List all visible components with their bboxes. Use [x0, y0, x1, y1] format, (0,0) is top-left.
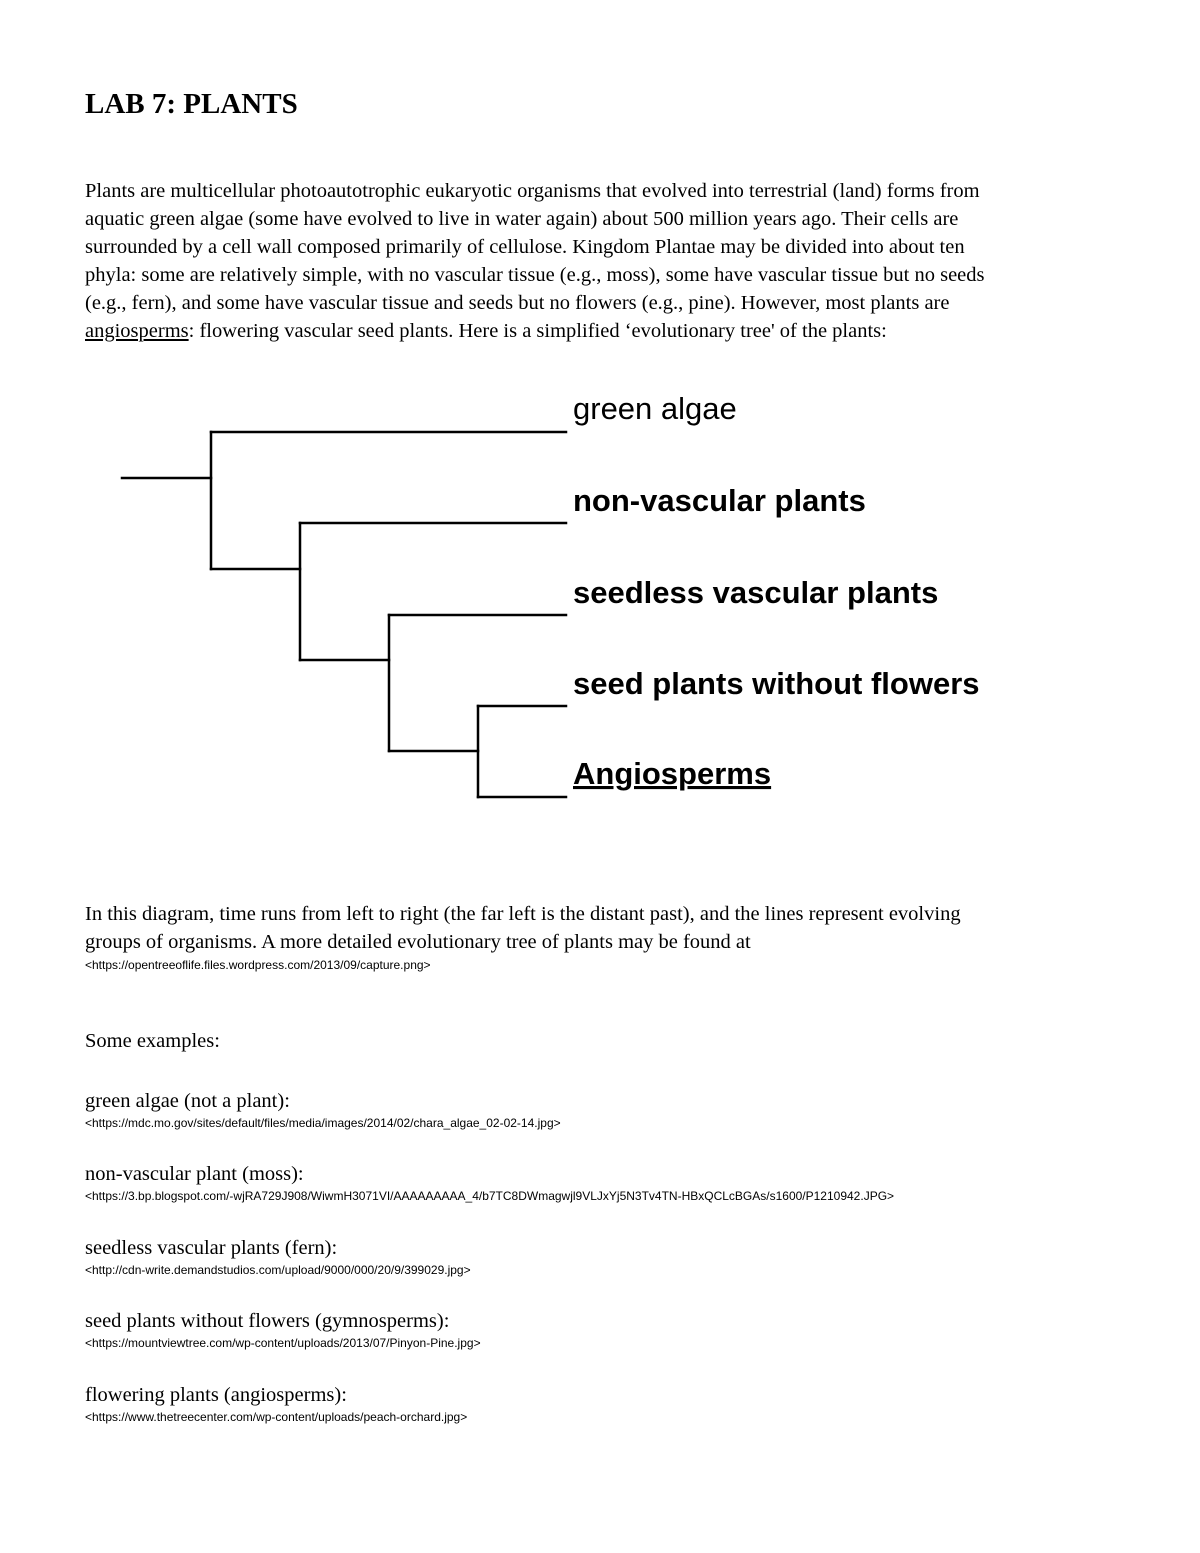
- intro-line-2: aquatic green algae (some have evolved to live in water again) about 500 million years ago. Their cells are: [85, 208, 959, 230]
- example-moss: [85, 1161, 894, 1205]
- example-gymnosperms: [85, 1308, 481, 1352]
- intro-line-6-rest: : flowering vascular seed plants. Here is a simplified ‘evolutionary tree' of the plants:: [188, 320, 887, 342]
- intro-line-4: phyla: some are relatively simple, with no vascular tissue (e.g., moss), some have vascular tissue but no seeds: [85, 264, 985, 286]
- example-label: seedless vascular plants (fern):: [85, 1237, 338, 1259]
- intro-line-1: Plants are multicellular photoautotrophic eukaryotic organisms that evolved into terrestrial (land) forms from: [85, 180, 980, 202]
- evolutionary-tree-diagram: [0, 380, 1200, 820]
- explanation-line-1: In this diagram, time runs from left to right (the far left is the distant past), and the lines represent evolving: [85, 903, 961, 925]
- tree-label-green-algae: green algae: [573, 391, 737, 426]
- angiosperms-term: angiosperms: [85, 320, 189, 342]
- examples-heading: Some examples:: [85, 1030, 220, 1052]
- explanation-line-2: groups of organisms. A more detailed evolutionary tree of plants may be found at: [85, 931, 751, 953]
- example-link[interactable]: <http://cdn-write.demandstudios.com/upload/9000/000/20/9/399029.jpg>: [85, 1263, 471, 1277]
- example-link[interactable]: <https://www.thetreecenter.com/wp-content/uploads/peach-orchard.jpg>: [85, 1410, 468, 1424]
- diagram-explanation: [85, 900, 1145, 974]
- tree-label-non-vascular: non-vascular plants: [573, 483, 866, 518]
- tree-reference-link[interactable]: <https://opentreeoflife.files.wordpress.com/2013/09/capture.png>: [85, 958, 431, 972]
- example-label: non-vascular plant (moss):: [85, 1163, 304, 1185]
- example-green-algae: [85, 1088, 561, 1132]
- tree-label-seedless-vascular: seedless vascular plants: [573, 575, 939, 610]
- page-title: LAB 7: PLANTS: [85, 88, 298, 120]
- example-link[interactable]: <https://mdc.mo.gov/sites/default/files/media/images/2014/02/chara_algae_02-02-14.jpg>: [85, 1116, 561, 1130]
- tree-label-angiosperms: Angiosperms: [573, 756, 772, 791]
- intro-line-3: surrounded by a cell wall composed primarily of cellulose. Kingdom Plantae may be divided into about ten: [85, 236, 965, 258]
- example-link[interactable]: <https://mountviewtree.com/wp-content/uploads/2013/07/Pinyon-Pine.jpg>: [85, 1336, 481, 1350]
- example-label: green algae (not a plant):: [85, 1090, 290, 1112]
- example-link[interactable]: <https://3.bp.blogspot.com/-wjRA729J908/WiwmH3071VI/AAAAAAAAA_4/b7TC8DWmagwjl9VLJxYj5N3Tv4TN-HBxQCLcBGAs/s1600/P1210942.JPG>: [85, 1189, 895, 1203]
- tree-label-seed-no-flowers: seed plants without flowers: [573, 666, 980, 701]
- example-label: seed plants without flowers (gymnosperms):: [85, 1310, 450, 1332]
- intro-paragraph: [85, 177, 1130, 345]
- intro-line-6: [85, 317, 1130, 345]
- example-fern: [85, 1235, 471, 1279]
- example-angiosperms: [85, 1382, 467, 1426]
- intro-line-5: (e.g., fern), and some have vascular tissue and seeds but no flowers (e.g., pine). However, most plants are: [85, 292, 950, 314]
- example-label: flowering plants (angiosperms):: [85, 1384, 347, 1406]
